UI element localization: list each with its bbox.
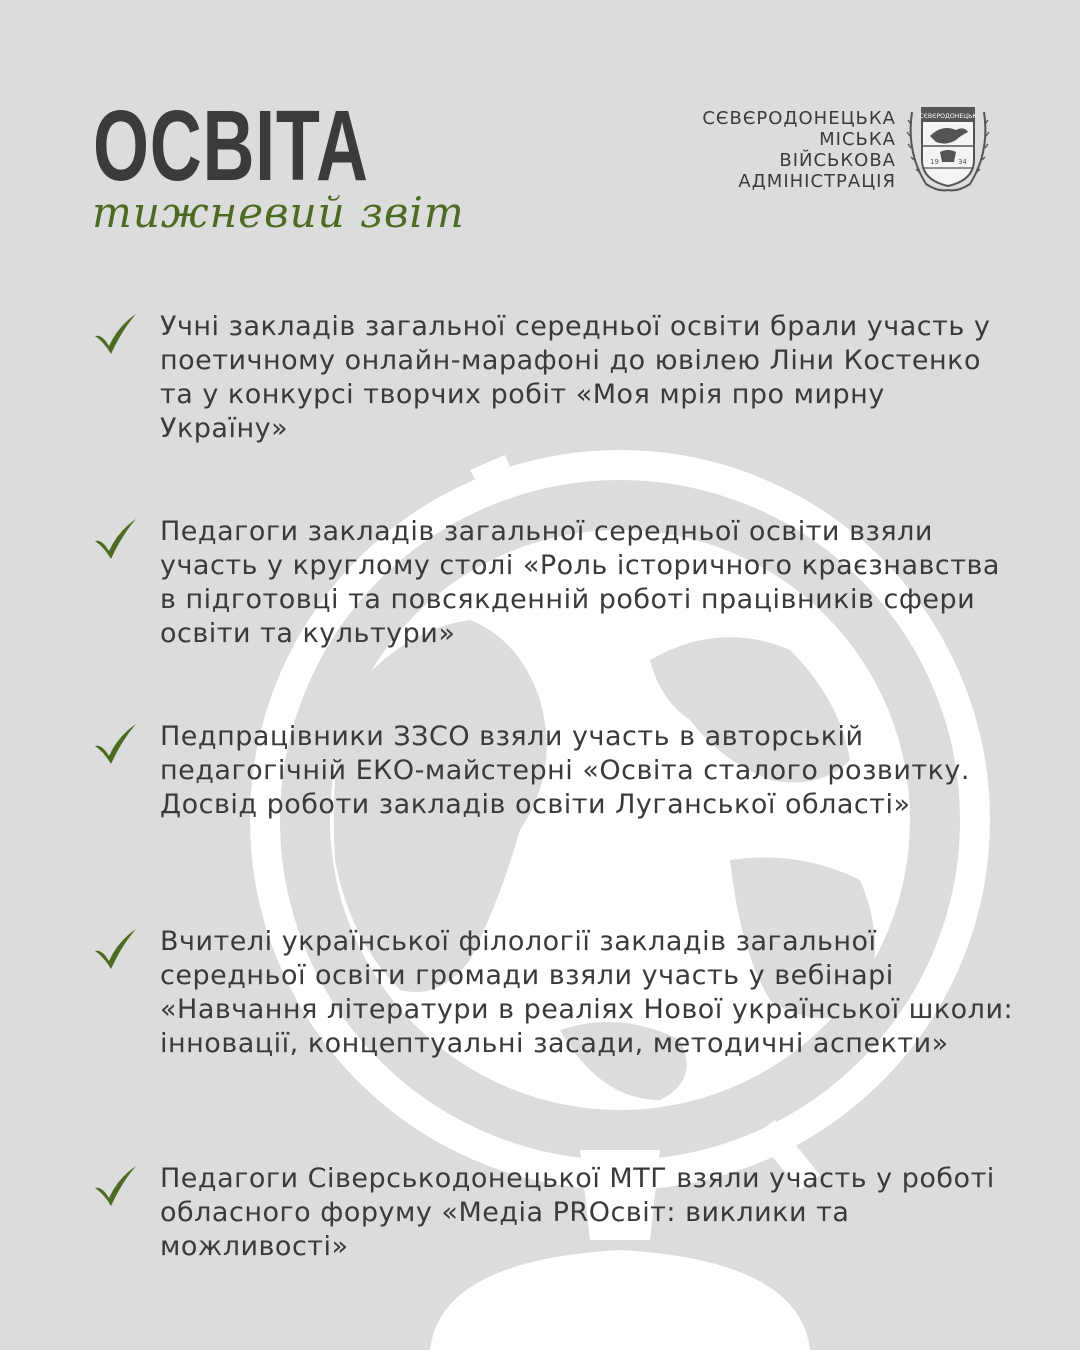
list-item-text: Педагоги закладів загальної середньої освіти взяли участь у круглому столі «Роль історичного краєзнавства в підготовці та повсякденній роботі працівників сфери освіти та культури» (160, 516, 1000, 649)
page-title: ОСВІТА (93, 90, 369, 202)
org-name-line: АДМІНІСТРАЦІЯ (738, 171, 896, 192)
list-item-text: Педпрацівники ЗЗСО взяли участь в авторській педагогічній ЕКО-майстерні «Освіта сталого розвитку. Досвід роботи закладів освіти Луганської області» (160, 721, 970, 820)
page-subtitle: тижневий звіт (92, 188, 465, 237)
check-icon (92, 925, 138, 971)
check-icon (92, 515, 138, 561)
check-icon (92, 310, 138, 356)
org-name (702, 108, 896, 192)
check-icon (92, 720, 138, 766)
list-item-text: Учні закладів загальної середньої освіти брали участь у поетичному онлайн-марафоні до ювілею Ліни Костенко та у конкурсі творчих робіт «Моя мрія про мирну Україну» (160, 311, 991, 444)
list-item-text: Педагоги Сіверськодонецької МТГ взяли участь у роботі обласного форуму «Медіа PROсвіт: виклики та можливості» (160, 1163, 995, 1262)
org-name-line: СЄВЄРОДОНЕЦЬКА (702, 108, 896, 129)
org-name-line: МІСЬКА (819, 129, 896, 150)
check-icon (92, 1162, 138, 1208)
list-item-text: Вчителі української філології закладів загальної середньої освіти громади взяли участь у вебінарі «Навчання літератури в реаліях Нової української школи: інновації, концептуальні засади, методичні аспекти» (160, 926, 1014, 1059)
emblem-year-left: 19 (930, 158, 939, 166)
org-name-line: ВІЙСЬКОВА (779, 150, 896, 171)
emblem-icon (906, 102, 990, 194)
emblem-year-right: 34 (958, 158, 967, 166)
emblem-text: СЄВЄРОДОНЕЦЬК (919, 113, 977, 120)
